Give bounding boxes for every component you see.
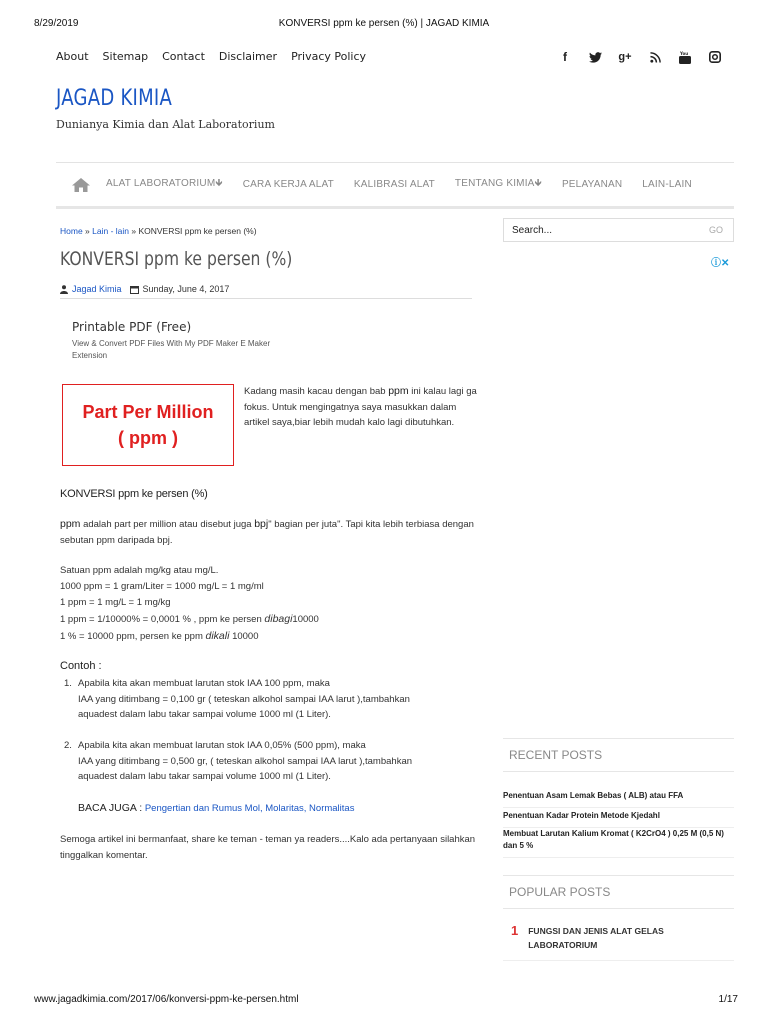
ad-printable-pdf[interactable]: [72, 320, 282, 362]
closing-paragraph: Semoga artikel ini bermanfaat, share ke teman - teman ya readers....Kalo ada pertanyaan silahkan tinggalkan komentar.: [60, 834, 476, 861]
units-emphasis: dibagi: [264, 613, 293, 625]
print-title: KONVERSI ppm ke persen (%) | JAGAD KIMIA: [278, 18, 490, 29]
menu-lain-lain[interactable]: LAIN-LAIN: [642, 179, 692, 190]
top-nav: [56, 50, 366, 63]
ad-description: View & Convert PDF Files With My PDF Maker E Maker Extension: [72, 339, 271, 360]
example-item: [64, 676, 484, 723]
example-line: aquadest dalam labu takar sampai volume 1000 ml (1 Liter).: [78, 771, 331, 782]
ppm-image-line2: ( ppm ): [118, 428, 178, 448]
breadcrumb-separator: »: [82, 226, 93, 236]
recent-post-item[interactable]: Penentuan Asam Lemak Bebas ( ALB) atau FFA: [503, 790, 734, 808]
twitter-icon[interactable]: [588, 50, 602, 64]
nav-about[interactable]: About: [56, 50, 89, 63]
example-line: aquadest dalam labu takar sampai volume 1000 ml (1 Liter).: [78, 709, 331, 720]
svg-text:You: You: [680, 50, 689, 56]
popular-post-item[interactable]: [503, 924, 734, 961]
breadcrumb-category[interactable]: Lain - lain: [92, 226, 129, 236]
facebook-icon[interactable]: f: [563, 50, 567, 64]
example-line: Apabila kita akan membuat larutan stok IAA 100 ppm, maka: [78, 678, 330, 689]
example-number: 1.: [64, 678, 72, 689]
print-url: www.jagadkimia.com/2017/06/konversi-ppm-ke-persen.html: [34, 994, 299, 1005]
menu-alat-laboratorium[interactable]: ALAT LABORATORIUM🡻: [106, 178, 223, 189]
breadcrumb-separator: »: [129, 226, 139, 236]
units-text: 10000: [229, 631, 259, 642]
units-text: 10000: [292, 614, 319, 625]
google-plus-icon[interactable]: g+: [618, 51, 632, 63]
units-line: [60, 611, 480, 628]
contoh-heading: Contoh :: [60, 660, 102, 672]
site-tagline: Dunianya Kimia dan Alat Laboratorium: [56, 118, 275, 131]
calendar-icon: [130, 285, 139, 294]
youtube-icon[interactable]: [678, 50, 692, 64]
intro-paragraph: [244, 384, 480, 431]
definition-text: adalah part per million atau disebut juga: [80, 519, 255, 530]
example-number: 2.: [64, 740, 72, 751]
units-text: 1 % = 10000 ppm, persen ke ppm: [60, 631, 206, 642]
instagram-icon[interactable]: [708, 50, 722, 64]
post-author[interactable]: Jagad Kimia: [72, 284, 122, 294]
menu-tentang-kimia[interactable]: TENTANG KIMIA🡻: [454, 178, 542, 189]
units-line: 1000 ppm = 1 gram/Liter = 1000 mg/L = 1 mg/ml: [60, 581, 264, 592]
nav-sitemap[interactable]: Sitemap: [102, 50, 149, 63]
menu-kalibrasi-alat[interactable]: KALIBRASI ALAT: [353, 179, 435, 190]
intro-bold: ppm: [388, 385, 409, 397]
recent-post-item[interactable]: Membuat Larutan Kalium Kromat ( K2CrO4 ) 0,25 M (0,5 N) dan 5 %: [503, 828, 734, 858]
menu-pelayanan[interactable]: PELAYANAN: [561, 179, 623, 190]
nav-disclaimer[interactable]: Disclaimer: [218, 50, 278, 63]
nav-privacy-policy[interactable]: Privacy Policy: [291, 50, 367, 63]
section-heading: KONVERSI ppm ke persen (%): [60, 488, 208, 500]
units-line: [60, 628, 480, 645]
units-block: [60, 563, 480, 645]
site-title[interactable]: JAGAD KIMIA: [56, 86, 173, 111]
breadcrumb: [60, 226, 257, 236]
term-ppm: ppm: [60, 518, 81, 530]
nav-contact[interactable]: Contact: [162, 50, 205, 63]
example-line: Apabila kita akan membuat larutan stok IAA 0,05% (500 ppm), maka: [78, 740, 366, 751]
search-go-button[interactable]: GO: [708, 225, 723, 235]
ad-title[interactable]: Printable PDF (Free): [72, 320, 192, 334]
menu-cara-kerja-alat[interactable]: CARA KERJA ALAT: [242, 179, 334, 190]
post-meta: [60, 284, 229, 294]
units-line: Satuan ppm adalah mg/kg atau mg/L.: [60, 565, 219, 576]
post-date: Sunday, June 4, 2017: [142, 284, 230, 294]
popular-rank: 1: [511, 923, 519, 938]
popular-post-title[interactable]: FUNGSI DAN JENIS ALAT GELAS LABORATORIUM: [528, 926, 664, 950]
term-bpj: bpj: [254, 518, 269, 530]
recent-posts-title: RECENT POSTS: [503, 738, 734, 772]
example-line: IAA yang ditimbang = 0,500 gr, ( teteskan alkohol sampai IAA larut ),tambahkan: [78, 755, 413, 767]
breadcrumb-current: KONVERSI ppm ke persen (%): [138, 226, 257, 236]
baca-juga: [78, 802, 354, 814]
popular-posts-title: POPULAR POSTS: [503, 875, 734, 909]
units-line: 1 ppm = 1 mg/L = 1 mg/kg: [60, 597, 171, 608]
print-date: 8/29/2019: [34, 18, 79, 29]
home-icon[interactable]: [56, 177, 106, 193]
units-emphasis: dikali: [205, 630, 230, 642]
search-input[interactable]: Search...: [512, 224, 553, 236]
definition-paragraph: [60, 516, 480, 549]
ad-choices-icon[interactable]: ⓘ✕: [711, 258, 730, 269]
example-line: IAA yang ditimbang = 0,100 gr ( teteskan alkohol sampai IAA larut ),tambahkan: [78, 693, 410, 705]
user-icon: [60, 285, 68, 294]
units-text: 1 ppm = 1/10000% = 0,0001 % , ppm ke persen: [60, 614, 265, 625]
intro-text: Kadang masih kacau dengan bab: [244, 386, 389, 397]
baca-juga-link[interactable]: Pengertian dan Rumus Mol, Molaritas, Normalitas: [142, 803, 355, 814]
example-item: [64, 738, 484, 785]
social-links: [558, 50, 722, 64]
definition-text: " bagian per juta". Tapi kita lebih terbiasa dengan sebutan ppm daripada bpj.: [60, 519, 474, 546]
recent-post-item[interactable]: Penentuan Kadar Protein Metode Kjedahl: [503, 810, 734, 828]
breadcrumb-home[interactable]: Home: [60, 226, 83, 236]
ppm-image: [62, 384, 234, 466]
print-page-number: 1/17: [718, 994, 738, 1005]
ppm-image-line1: Part Per Million: [82, 402, 214, 422]
search-box[interactable]: [503, 218, 734, 242]
main-nav: [56, 162, 734, 209]
title-divider: [60, 298, 472, 299]
post-title: KONVERSI ppm ke persen (%): [60, 248, 293, 270]
intro-text: ini kalau lagi ga fokus. Untuk mengingatnya saya masukkan dalam artikel saya,biar lebih mudah kalo lagi dibutuhkan.: [244, 386, 477, 428]
baca-juga-label: BACA JUGA :: [78, 802, 143, 814]
rss-icon[interactable]: [648, 50, 662, 64]
